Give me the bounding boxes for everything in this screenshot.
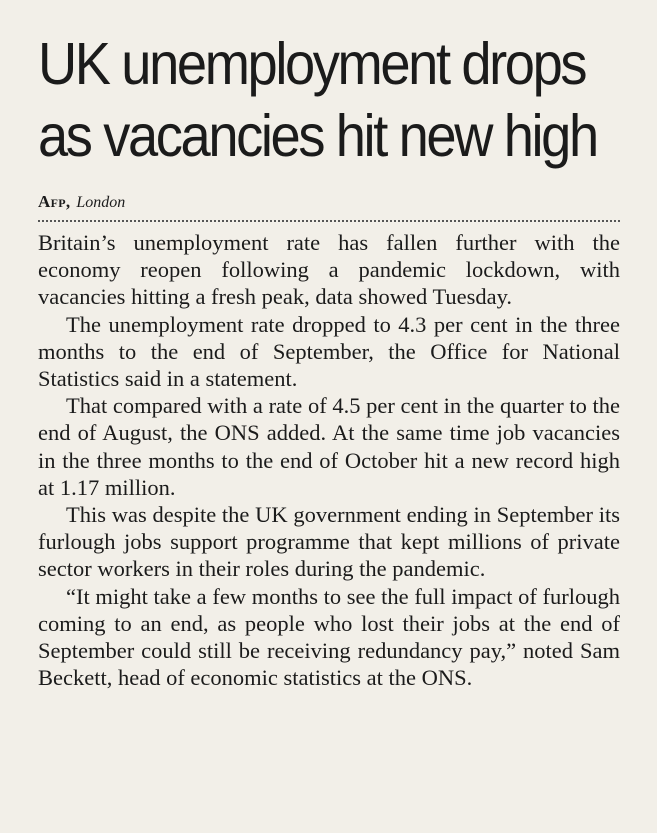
byline-location: London [76, 194, 126, 211]
headline-line-2: as vacancies hit new high [38, 103, 597, 169]
paragraph-1: Britain’s unemployment rate has fallen further with the economy reopen following a pandemic lockdown, with vacancies hitting a fresh peak, data showed Tuesday. [38, 230, 620, 310]
paragraph-4: This was despite the UK government ending in September its furlough jobs support programme that kept millions of private sector workers in their roles during the pandemic. [38, 502, 620, 582]
dotted-divider [38, 220, 620, 222]
paragraph-3: That compared with a rate of 4.5 per cent in the quarter to the end of August, the ONS added. At the same time job vacancies in the three months to the end of October hit a new record high at 1.17 million. [38, 393, 620, 500]
byline [38, 192, 620, 213]
paragraph-5: “It might take a few months to see the full impact of furlough coming to an end, as people who lost their jobs at the end of September could still be receiving redundancy pay,” noted Sam Beckett, head of economic statistics at the ONS. [38, 583, 620, 691]
paragraph-2: The unemployment rate dropped to 4.3 per cent in the three months to the end of September, the Office for National Statistics said in a statement. [38, 311, 620, 392]
article-body [38, 229, 620, 691]
byline-agency: Afp, [38, 192, 71, 211]
headline [38, 28, 597, 172]
headline-line-1: UK unemployment drops [38, 31, 586, 97]
